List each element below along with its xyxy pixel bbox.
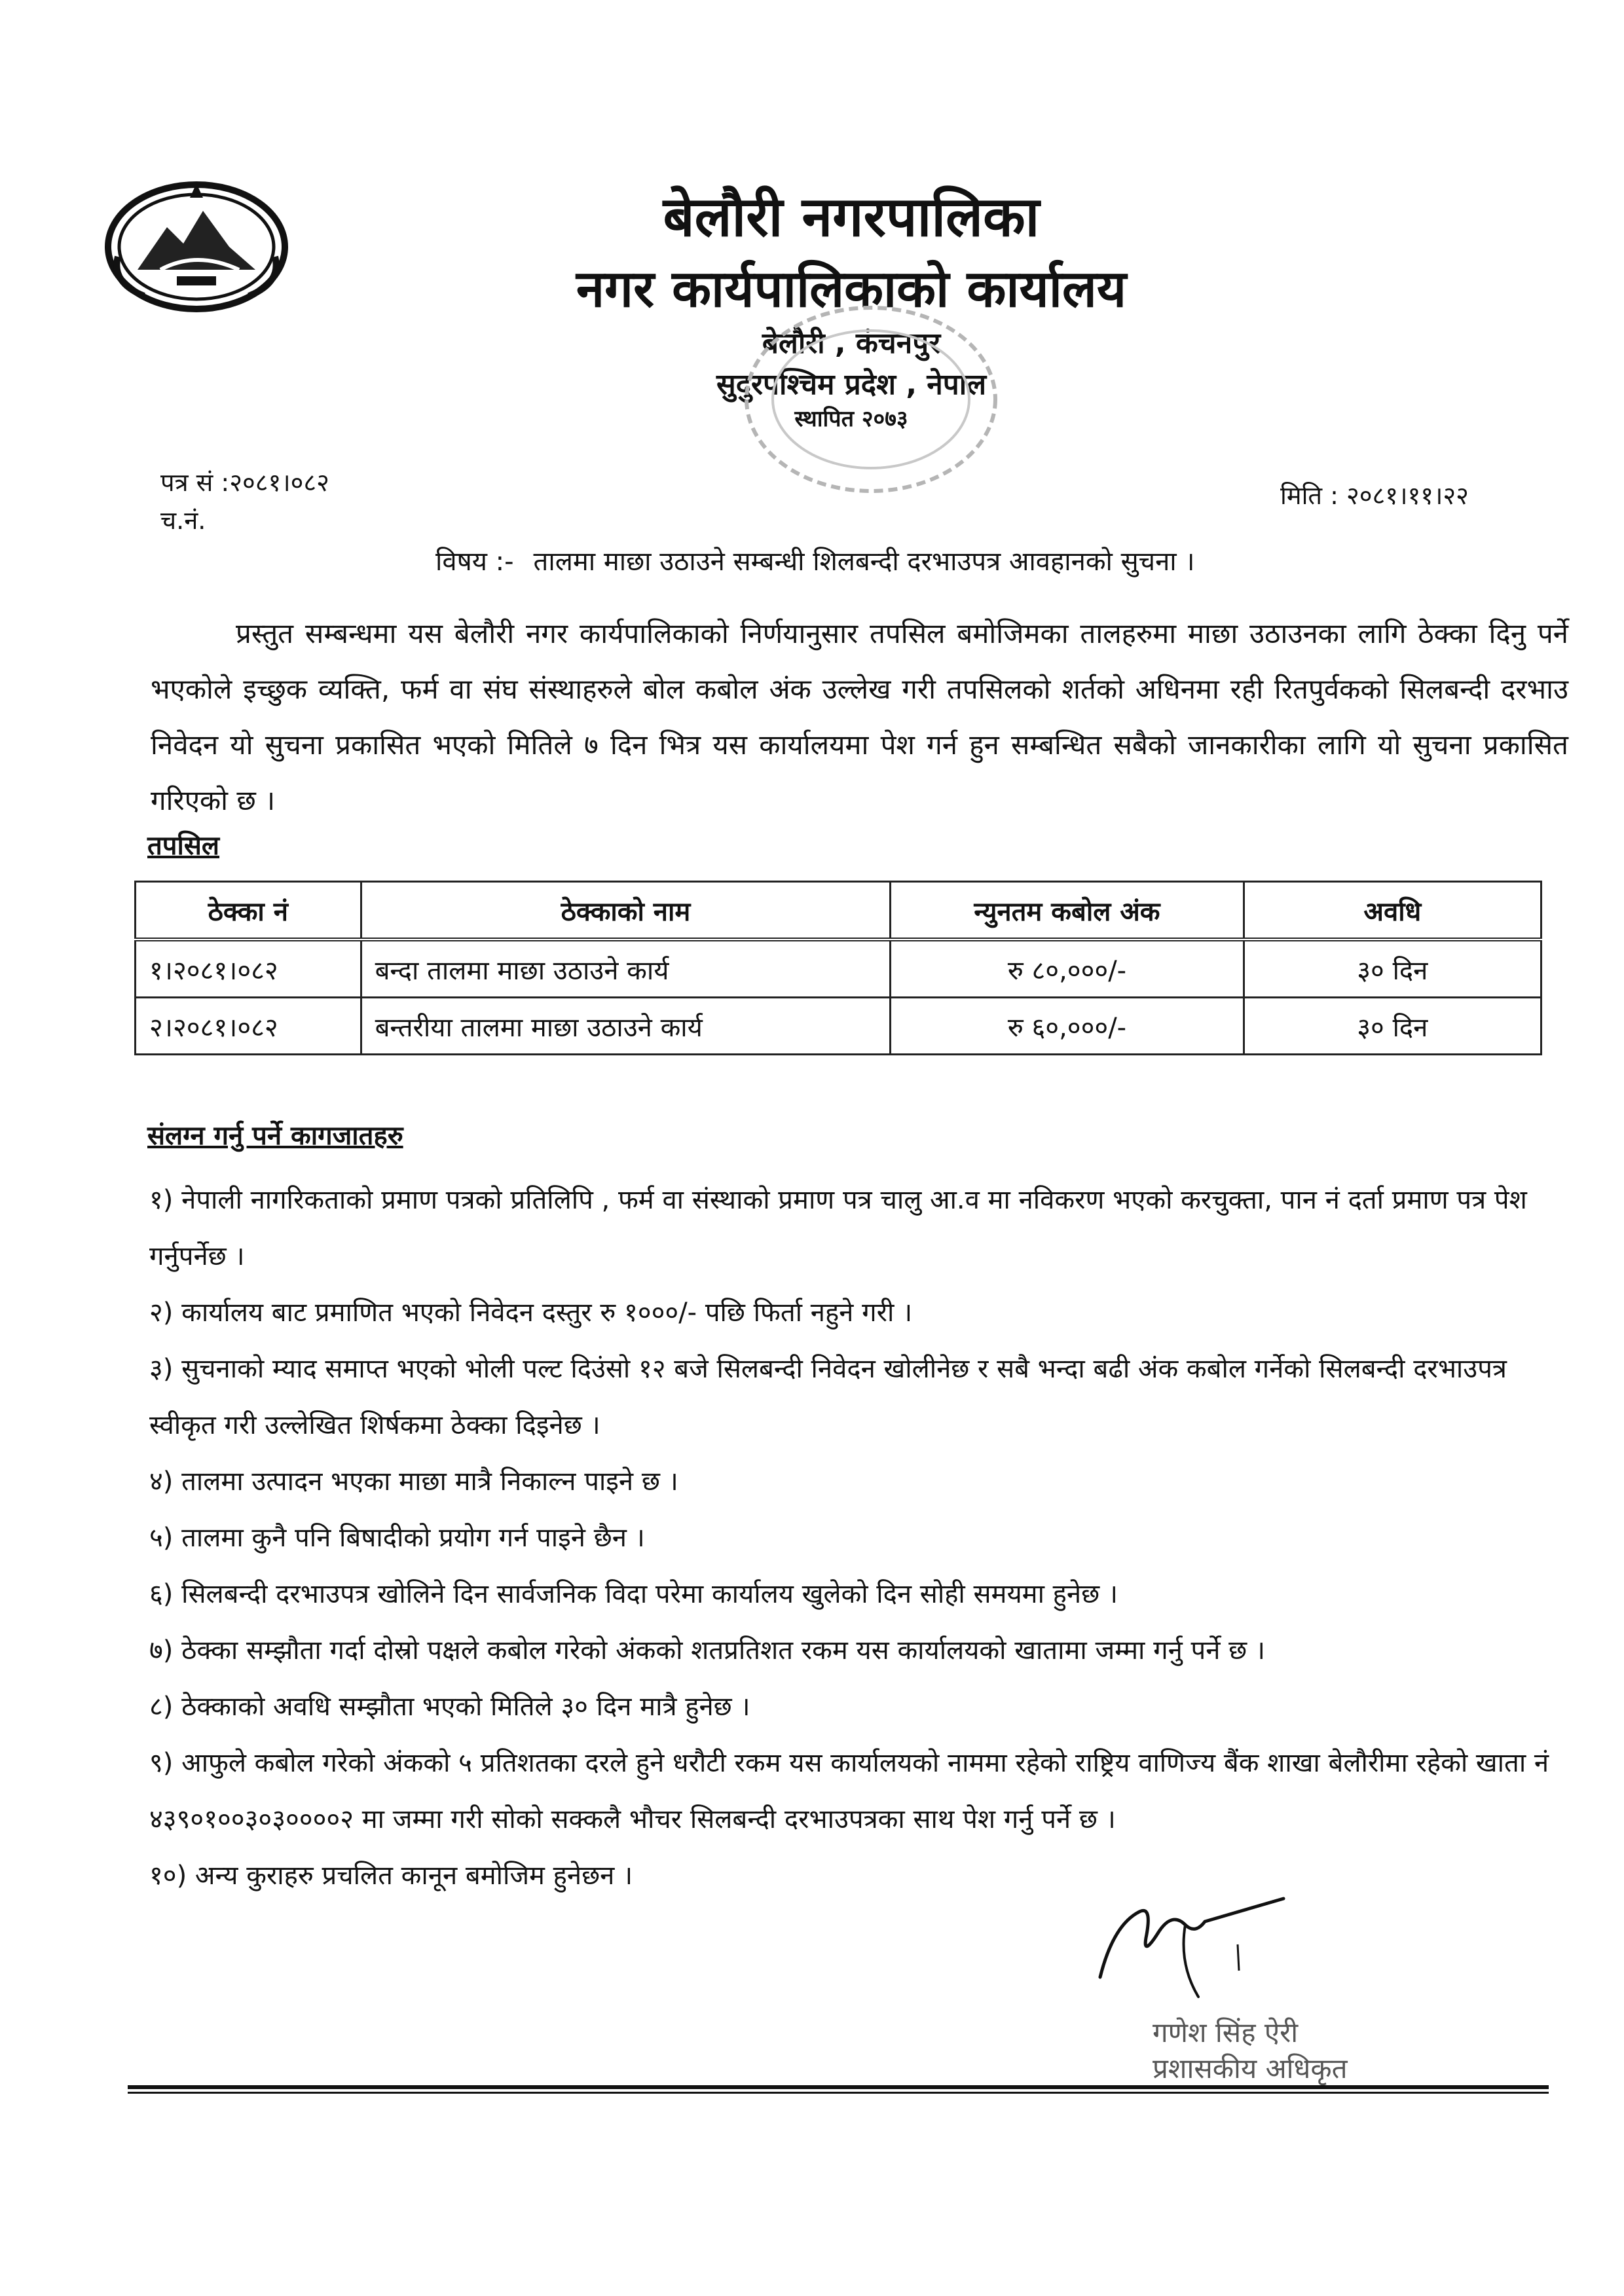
list-item: ७) ठेक्का सम्झौता गर्दा दोस्रो पक्षले कबोल गरेको अंकको शतप्रतिशत रकम यस कार्यालयको खातामा जम्मा गर्नु पर्ने छ ।: [149, 1635, 1266, 1666]
established-year: स्थापित २०७३: [794, 406, 908, 432]
conditions-list: [149, 1172, 1570, 1904]
body-paragraph: प्रस्तुत सम्बन्धमा यस बेलौरी नगर कार्यपालिकाको निर्णयानुसार तपसिल बमोजिमका तालहरुमा माछा उठाउनका लागि ठेक्का दिनु पर्ने भएकोले इच्छुक व्यक्ति, फर्म वा संघ संस्थाहरुले बोल कबोल अंक उल्लेख गरी तपसिलको शर्तको अधिनमा रही रितपुर्वकको सिलबन्दी दरभाउ निवेदन यो सुचना प्रकासित भएको मितिले ७ दिन भित्र यस कार्यालयमा पेश गर्न हुन सम्बन्धित सबैको जानकारीका लागि यो सुचना प्रकासित गरिएको छ ।: [151, 617, 1568, 816]
signatory-name: गणेश सिंह ऐरी: [1153, 2016, 1299, 2049]
nepal-government-emblem-icon: [98, 172, 295, 316]
list-item: ३) सुचनाको म्याद समाप्त भएको भोली पल्ट दिउंसो १२ बजे सिलबन्दी निवेदन खोलीनेछ र सबै भन्दा बढी अंक कबोल गर्नेको सिलबन्दी दरभाउपत्र स्वीकृत गरी उल्लेखित शिर्षकमा ठेक्का दिइनेछ ।: [149, 1354, 1507, 1440]
table-header-row: [136, 882, 1541, 940]
column-header: अवधि: [1244, 882, 1541, 940]
footer-divider: [128, 2085, 1549, 2094]
required-documents-heading: संलग्न गर्नु पर्ने कागजातहरु: [147, 1121, 403, 1151]
list-item: ५) तालमा कुनै पनि बिषादीको प्रयोग गर्न पाइने छैन ।: [149, 1523, 645, 1553]
column-header: ठेक्काको नाम: [361, 882, 891, 940]
office-name: बेलौरी नगरपालिका: [663, 185, 1040, 249]
minimum-bid-cell: रु ६०,०००/-: [891, 998, 1244, 1055]
duration-cell: ३० दिन: [1244, 939, 1541, 998]
signatory-title: प्रशासकीय अधिकृत: [1153, 2052, 1348, 2085]
letter-date: मिति : २०८१।११।२२: [1280, 481, 1469, 510]
subject-line: [435, 542, 1195, 578]
office-subtitle: नगर कार्यपालिकाको कार्यालय: [576, 260, 1127, 319]
contract-name-cell: बन्दा तालमा माछा उठाउने कार्य: [361, 939, 891, 998]
list-item: २) कार्यालय बाट प्रमाणित भएको निवेदन दस्तुर रु १०००/- पछि फिर्ता नहुने गरी ।: [149, 1298, 913, 1328]
contract-table: [134, 881, 1542, 1055]
contract-number-cell: २।२०८१।०८२: [136, 998, 361, 1055]
list-item: ४) तालमा उत्पादन भएका माछा मात्रै निकाल्न पाइने छ ।: [149, 1467, 678, 1497]
address-line-2: सुदुरपश्चिम प्रदेश , नेपाल: [716, 368, 987, 401]
table-row: [136, 939, 1541, 998]
list-item: १) नेपाली नागरिकताको प्रमाण पत्रको प्रतिलिपि , फर्म वा संस्थाको प्रमाण पत्र चालु आ.व मा नविकरण भएको करचुक्ता, पान नं दर्ता प्रमाण पत्र पेश गर्नुपर्नेछ ।: [149, 1185, 1527, 1271]
office-seal-stamp-icon: [733, 288, 1008, 504]
duration-cell: ३० दिन: [1244, 998, 1541, 1055]
contract-name-cell: बन्तरीया तालमा माछा उठाउने कार्य: [361, 998, 891, 1055]
list-item: ८) ठेक्काको अवधि सम्झौता भएको मितिले ३० दिन मात्रै हुनेछ ।: [149, 1692, 750, 1722]
column-header: ठेक्का नं: [136, 882, 361, 940]
contract-number-cell: १।२०८१।०८२: [136, 939, 361, 998]
letter-reference-number: पत्र सं :२०८१।०८२: [160, 468, 329, 497]
table-row: [136, 998, 1541, 1055]
handwritten-signature-icon: [1087, 1886, 1303, 2003]
list-item: ९) आफुले कबोल गरेको अंकको ५ प्रतिशतका दरले हुने धरौटी रकम यस कार्यालयको नाममा रहेको राष्ट्रिय वाणिज्य बैंक शाखा बेलौरीमा रहेको खाता नं ४३९०१००३०३००००२ मा जम्मा गरी सोको सक्कलै भौचर सिलबन्दी दरभाउपत्रका साथ पेश गर्नु पर्ने छ ।: [149, 1748, 1549, 1834]
schedule-heading: तपसिल: [147, 831, 220, 861]
column-header: न्युनतम कबोल अंक: [891, 882, 1244, 940]
subject-label: विषय :-: [435, 547, 514, 577]
address-line-1: बेलौरी , कंचनपुर: [762, 327, 941, 360]
subject-text: तालमा माछा उठाउने सम्बन्धी शिलबन्दी दरभाउपत्र आवहानको सुचना ।: [533, 547, 1195, 577]
list-item: ६) सिलबन्दी दरभाउपत्र खोलिने दिन सार्वजनिक विदा परेमा कार्यालय खुलेको दिन सोही समयमा हुनेछ ।: [149, 1579, 1118, 1609]
minimum-bid-cell: रु ८०,०००/-: [891, 939, 1244, 998]
dispatch-number: च.नं.: [160, 506, 206, 535]
list-item: १०) अन्य कुराहरु प्रचलित कानून बमोजिम हुनेछन ।: [149, 1861, 633, 1891]
